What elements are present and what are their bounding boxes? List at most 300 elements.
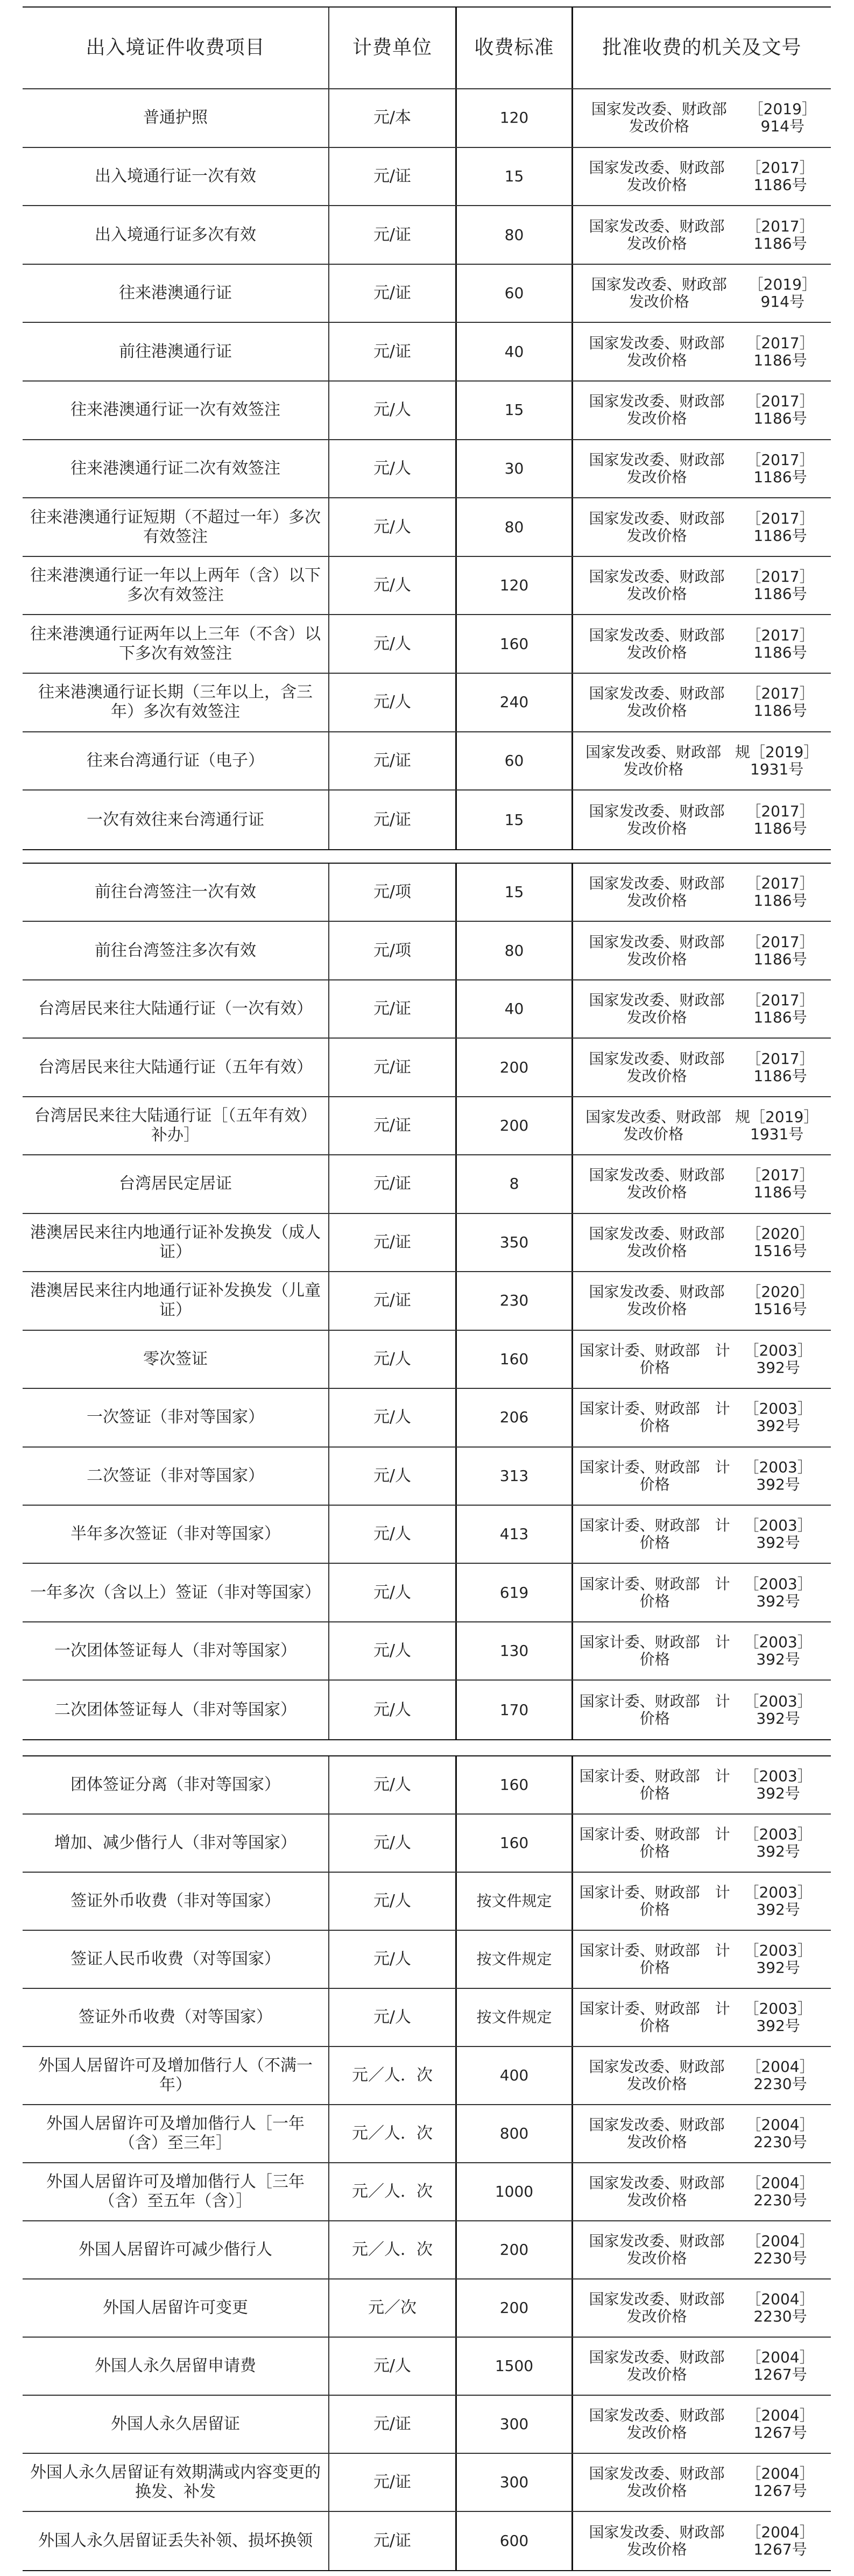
authority-line-2: ［2017］1186号	[746, 1166, 815, 1202]
fee-item-cell: 台湾居民定居证	[23, 1155, 329, 1212]
authority-line-1: 国家发改委、财政部 发改价格	[591, 100, 742, 136]
billing-unit-cell: 元／人．次	[329, 2105, 457, 2162]
approval-authority-cell	[573, 2163, 831, 2220]
approval-authority-cell	[573, 265, 831, 322]
authority-line-1: 国家计委、财政部 计价格	[579, 1692, 730, 1727]
fee-item-cell: 往来台湾通行证（电子）	[23, 732, 329, 790]
authority-line-1: 国家发改委、财政部 发改价格	[585, 743, 737, 778]
fee-item-cell: 外国人居留许可及增加偕行人（不满一年）	[23, 2047, 329, 2104]
fee-standard-cell: 80	[457, 206, 573, 264]
authority-line-2: ［2003］392号	[744, 1516, 813, 1552]
table-row	[23, 265, 831, 323]
fee-table-part-3	[23, 1755, 831, 2571]
fee-item-cell: 前往台湾签注多次有效	[23, 922, 329, 979]
table-row	[23, 1506, 831, 1564]
authority-line-2: ［2003］392号	[744, 1825, 813, 1860]
header-fee-item: 出入境证件收费项目	[23, 8, 329, 88]
fee-standard-cell: 60	[457, 265, 573, 322]
authority-line-1: 国家发改委、财政部 发改价格	[591, 276, 742, 311]
table-row	[23, 674, 831, 732]
fee-standard-cell: 160	[457, 615, 573, 673]
fee-item-cell: 港澳居民来往内地通行证补发换发（成人证）	[23, 1214, 329, 1271]
table-row	[23, 323, 831, 382]
approval-authority-cell	[573, 864, 831, 921]
fee-standard-cell: 619	[457, 1564, 573, 1621]
fee-item-cell: 往来港澳通行证二次有效签注	[23, 440, 329, 498]
authority-line-2: ［2004］1267号	[746, 2406, 815, 2441]
authority-line-2: ［2019］914号	[748, 100, 817, 136]
table-row	[23, 557, 831, 616]
billing-unit-cell: 元/人	[329, 1331, 457, 1388]
authority-line-1: 国家发改委、财政部 发改价格	[585, 1108, 737, 1144]
authority-line-1: 国家发改委、财政部 发改价格	[589, 1049, 740, 1085]
billing-unit-cell: 元/证	[329, 148, 457, 206]
authority-line-2: ［2004］1267号	[746, 2348, 815, 2383]
fee-item-cell: 往来港澳通行证一年以上两年（含）以下多次有效签注	[23, 557, 329, 615]
approval-authority-cell	[573, 440, 831, 498]
table-row	[23, 2454, 831, 2512]
table-row	[23, 980, 831, 1039]
approval-authority-cell	[573, 382, 831, 439]
fee-standard-cell: 8	[457, 1155, 573, 1212]
authority-line-2: ［2017］1186号	[746, 802, 815, 837]
approval-authority-cell	[573, 1681, 831, 1739]
fee-item-cell: 往来港澳通行证	[23, 265, 329, 322]
authority-line-1: 国家发改委、财政部 发改价格	[589, 509, 740, 545]
authority-line-1: 国家发改委、财政部 发改价格	[589, 1224, 740, 1260]
approval-authority-cell	[573, 980, 831, 1038]
approval-authority-cell	[573, 2338, 831, 2395]
table-row	[23, 2396, 831, 2454]
authority-line-1: 国家发改委、财政部 发改价格	[589, 2523, 740, 2558]
fee-standard-cell: 1500	[457, 2338, 573, 2395]
authority-line-2: ［2003］392号	[744, 1341, 813, 1377]
table-row	[23, 1564, 831, 1622]
billing-unit-cell: 元/证	[329, 265, 457, 322]
authority-line-1: 国家发改委、财政部 发改价格	[589, 2174, 740, 2209]
billing-unit-cell: 元/证	[329, 791, 457, 849]
approval-authority-cell	[573, 1873, 831, 1930]
authority-line-1: 国家计委、财政部 计价格	[579, 1516, 730, 1552]
authority-line-1: 国家发改委、财政部 发改价格	[589, 2406, 740, 2441]
authority-line-2: ［2003］392号	[744, 2000, 813, 2035]
billing-unit-cell: 元/本	[329, 89, 457, 147]
authority-line-1: 国家发改委、财政部 发改价格	[589, 2058, 740, 2093]
fee-standard-cell: 按文件规定	[457, 1873, 573, 1930]
approval-authority-cell	[573, 791, 831, 849]
fee-standard-cell: 200	[457, 1039, 573, 1096]
approval-authority-cell	[573, 148, 831, 206]
approval-authority-cell	[573, 557, 831, 615]
fee-standard-cell: 按文件规定	[457, 1989, 573, 2046]
billing-unit-cell: 元/人	[329, 1564, 457, 1621]
fee-item-cell: 一次有效往来台湾通行证	[23, 791, 329, 849]
authority-line-2: ［2020］1516号	[746, 1224, 815, 1260]
fee-item-cell: 港澳居民来往内地通行证补发换发（儿童证）	[23, 1272, 329, 1329]
fee-standard-cell: 160	[457, 1756, 573, 1813]
authority-line-1: 国家发改委、财政部 发改价格	[589, 217, 740, 252]
authority-line-1: 国家计委、财政部 计价格	[579, 1883, 730, 1918]
approval-authority-cell	[573, 1815, 831, 1872]
table-row	[23, 1448, 831, 1506]
fee-standard-cell: 120	[457, 89, 573, 147]
authority-line-2: ［2003］392号	[744, 1458, 813, 1493]
authority-line-1: 国家发改委、财政部 发改价格	[589, 334, 740, 369]
authority-line-2: ［2004］2230号	[746, 2174, 815, 2209]
authority-line-1: 国家发改委、财政部 发改价格	[589, 450, 740, 486]
authority-line-2: ［2004］1267号	[746, 2523, 815, 2558]
authority-line-1: 国家发改委、财政部 发改价格	[589, 2348, 740, 2383]
fee-item-cell: 半年多次签证（非对等国家）	[23, 1506, 329, 1563]
authority-line-1: 国家发改委、财政部 发改价格	[589, 2116, 740, 2151]
billing-unit-cell: 元／人．次	[329, 2047, 457, 2104]
authority-line-2: ［2003］392号	[744, 1575, 813, 1610]
billing-unit-cell: 元/人	[329, 1389, 457, 1446]
authority-line-1: 国家计委、财政部 计价格	[579, 1767, 730, 1802]
authority-line-2: ［2003］392号	[744, 1883, 813, 1918]
billing-unit-cell: 元/人	[329, 1873, 457, 1930]
fee-item-cell: 往来港澳通行证短期（不超过一年）多次有效签注	[23, 498, 329, 556]
authority-line-2: ［2017］1186号	[746, 933, 815, 968]
authority-line-2: ［2017］1186号	[746, 334, 815, 369]
approval-authority-cell	[573, 2512, 831, 2570]
billing-unit-cell: 元/人	[329, 1506, 457, 1563]
fee-item-cell: 台湾居民来往大陆通行证（一次有效）	[23, 980, 329, 1038]
fee-item-cell: 出入境通行证多次有效	[23, 206, 329, 264]
table-row	[23, 2163, 831, 2221]
approval-authority-cell	[573, 922, 831, 979]
authority-line-1: 国家计委、财政部 计价格	[579, 1575, 730, 1610]
authority-line-2: ［2017］1186号	[746, 392, 815, 428]
fee-standard-cell: 80	[457, 922, 573, 979]
fee-item-cell: 签证人民币收费（对等国家）	[23, 1931, 329, 1988]
billing-unit-cell: 元/人	[329, 1931, 457, 1988]
authority-line-1: 国家发改委、财政部 发改价格	[589, 874, 740, 910]
approval-authority-cell	[573, 1564, 831, 1621]
table-row	[23, 1622, 831, 1681]
authority-line-2: ［2004］2230号	[746, 2058, 815, 2093]
table-row	[23, 1931, 831, 1989]
header-billing-unit: 计费单位	[329, 8, 457, 88]
fee-standard-cell: 600	[457, 2512, 573, 2570]
approval-authority-cell	[573, 1989, 831, 2046]
billing-unit-cell: 元/人	[329, 674, 457, 731]
fee-standard-cell: 130	[457, 1622, 573, 1679]
fee-item-cell: 往来港澳通行证两年以上三年（不含）以下多次有效签注	[23, 615, 329, 673]
table-row	[23, 732, 831, 791]
fee-item-cell: 增加、减少偕行人（非对等国家）	[23, 1815, 329, 1872]
table-row	[23, 1039, 831, 1097]
authority-line-2: ［2004］2230号	[746, 2290, 815, 2325]
billing-unit-cell: 元/项	[329, 922, 457, 979]
table-row	[23, 864, 831, 922]
fee-standard-cell: 160	[457, 1331, 573, 1388]
fee-item-cell: 一次签证（非对等国家）	[23, 1389, 329, 1446]
table-row	[23, 1272, 831, 1330]
table-row	[23, 382, 831, 440]
table-row	[23, 206, 831, 265]
authority-line-1: 国家计委、财政部 计价格	[579, 1825, 730, 1860]
approval-authority-cell	[573, 2396, 831, 2453]
billing-unit-cell: 元/证	[329, 1214, 457, 1271]
fee-item-cell: 签证外币收费（对等国家）	[23, 1989, 329, 2046]
fee-table-part-2	[23, 863, 831, 1740]
table-row	[23, 1389, 831, 1447]
authority-line-1: 国家发改委、财政部 发改价格	[589, 684, 740, 720]
fee-standard-cell: 313	[457, 1448, 573, 1505]
billing-unit-cell: 元/证	[329, 206, 457, 264]
fee-item-cell: 外国人居留许可及增加偕行人［一年（含）至三年］	[23, 2105, 329, 2162]
fee-item-cell: 签证外币收费（非对等国家）	[23, 1873, 329, 1930]
authority-line-2: ［2003］392号	[744, 1767, 813, 1802]
billing-unit-cell: 元/证	[329, 732, 457, 790]
approval-authority-cell	[573, 1389, 831, 1446]
fee-standard-cell: 30	[457, 440, 573, 498]
authority-line-1: 国家发改委、财政部 发改价格	[589, 2465, 740, 2500]
authority-line-2: ［2019］914号	[748, 276, 817, 311]
billing-unit-cell: 元/证	[329, 1097, 457, 1154]
table-row	[23, 1815, 831, 1873]
approval-authority-cell	[573, 615, 831, 673]
approval-authority-cell	[573, 1214, 831, 1271]
fee-standard-cell: 300	[457, 2396, 573, 2453]
table-row	[23, 922, 831, 980]
approval-authority-cell	[573, 1331, 831, 1388]
fee-standard-cell: 200	[457, 2221, 573, 2278]
fee-item-cell: 团体签证分离（非对等国家）	[23, 1756, 329, 1813]
fee-standard-cell: 60	[457, 732, 573, 790]
fee-standard-cell: 15	[457, 148, 573, 206]
fee-standard-cell: 200	[457, 1097, 573, 1154]
fee-item-cell: 台湾居民来往大陆通行证（五年有效）	[23, 1039, 329, 1096]
authority-line-1: 国家发改委、财政部 发改价格	[589, 568, 740, 603]
table-row	[23, 1681, 831, 1739]
authority-line-2: ［2017］1186号	[746, 626, 815, 661]
approval-authority-cell	[573, 1155, 831, 1212]
fee-standard-cell: 按文件规定	[457, 1931, 573, 1988]
approval-authority-cell	[573, 732, 831, 790]
approval-authority-cell	[573, 1931, 831, 1988]
header-approval-authority: 批准收费的机关及文号	[602, 37, 802, 59]
authority-line-2: ［2017］1186号	[746, 1049, 815, 1085]
approval-authority-cell	[573, 1097, 831, 1154]
billing-unit-cell: 元/证	[329, 980, 457, 1038]
fee-item-cell: 外国人永久居留证	[23, 2396, 329, 2453]
authority-line-1: 国家计委、财政部 计价格	[579, 1400, 730, 1435]
authority-line-2: ［2003］392号	[744, 1692, 813, 1727]
table-row	[23, 2221, 831, 2279]
fee-standard-cell: 15	[457, 382, 573, 439]
authority-line-1: 国家计委、财政部 计价格	[579, 1633, 730, 1669]
fee-standard-cell: 1000	[457, 2163, 573, 2220]
authority-line-2: ［2004］2230号	[746, 2116, 815, 2151]
authority-line-1: 国家发改委、财政部 发改价格	[589, 802, 740, 837]
table-row	[23, 1873, 831, 1931]
authority-line-1: 国家发改委、财政部 发改价格	[589, 1166, 740, 1202]
billing-unit-cell: 元/人	[329, 557, 457, 615]
authority-line-2: ［2017］1186号	[746, 684, 815, 720]
authority-line-1: 国家发改委、财政部 发改价格	[589, 2290, 740, 2325]
authority-line-2: ［2004］2230号	[746, 2232, 815, 2267]
table-row	[23, 440, 831, 499]
billing-unit-cell: 元／人．次	[329, 2221, 457, 2278]
fee-item-cell: 往来港澳通行证一次有效签注	[23, 382, 329, 439]
fee-item-cell: 外国人居留许可减少偕行人	[23, 2221, 329, 2278]
fee-standard-cell: 40	[457, 980, 573, 1038]
billing-unit-cell: 元/证	[329, 2512, 457, 2570]
table-row	[23, 1097, 831, 1155]
approval-authority-cell	[573, 1272, 831, 1329]
fee-standard-cell: 413	[457, 1506, 573, 1563]
authority-line-1: 国家计委、财政部 计价格	[579, 1341, 730, 1377]
authority-line-2: ［2017］1186号	[746, 509, 815, 545]
authority-line-1: 国家计委、财政部 计价格	[579, 1458, 730, 1493]
fee-standard-cell: 800	[457, 2105, 573, 2162]
fee-item-cell: 零次签证	[23, 1331, 329, 1388]
fee-standard-cell: 400	[457, 2047, 573, 2104]
fee-standard-cell: 40	[457, 323, 573, 380]
fee-item-cell: 二次签证（非对等国家）	[23, 1448, 329, 1505]
authority-line-2: ［2003］392号	[744, 1400, 813, 1435]
billing-unit-cell: 元/人	[329, 498, 457, 556]
fee-item-cell: 二次团体签证每人（非对等国家）	[23, 1681, 329, 1739]
approval-authority-cell	[573, 2047, 831, 2104]
authority-line-2: ［2020］1516号	[746, 1283, 815, 1318]
table-row	[23, 1756, 831, 1815]
table-row	[23, 615, 831, 674]
authority-line-1: 国家发改委、财政部 发改价格	[589, 2232, 740, 2267]
fee-item-cell: 外国人永久居留证有效期满或内容变更的换发、补发	[23, 2454, 329, 2511]
approval-authority-cell	[573, 1506, 831, 1563]
table-row	[23, 2047, 831, 2105]
billing-unit-cell: 元／次	[329, 2279, 457, 2337]
billing-unit-cell: 元/人	[329, 440, 457, 498]
fee-item-cell: 前往台湾签注一次有效	[23, 864, 329, 921]
billing-unit-cell: 元/人	[329, 1989, 457, 2046]
table-row	[23, 2105, 831, 2163]
table-row	[23, 791, 831, 849]
table-row	[23, 148, 831, 207]
authority-line-2: ［2017］1186号	[746, 874, 815, 910]
billing-unit-cell: 元/人	[329, 382, 457, 439]
fee-standard-cell: 350	[457, 1214, 573, 1271]
fee-item-cell: 普通护照	[23, 89, 329, 147]
billing-unit-cell: 元/项	[329, 864, 457, 921]
fee-item-cell: 外国人永久居留申请费	[23, 2338, 329, 2395]
approval-authority-cell	[573, 1756, 831, 1813]
table-row	[23, 1155, 831, 1213]
approval-authority-cell	[573, 323, 831, 380]
authority-line-1: 国家发改委、财政部 发改价格	[589, 158, 740, 194]
billing-unit-cell: 元/人	[329, 1815, 457, 1872]
fee-standard-cell: 160	[457, 1815, 573, 1872]
billing-unit-cell: 元/证	[329, 2396, 457, 2453]
authority-line-2: 规［2019］1931号	[735, 743, 819, 778]
fee-standard-cell: 15	[457, 791, 573, 849]
fee-standard-cell: 80	[457, 498, 573, 556]
fee-item-cell: 一次团体签证每人（非对等国家）	[23, 1622, 329, 1679]
authority-line-1: 国家发改委、财政部 发改价格	[589, 1283, 740, 1318]
fee-table-part-1	[23, 6, 831, 850]
authority-line-1: 国家发改委、财政部 发改价格	[589, 626, 740, 661]
fee-standard-cell: 240	[457, 674, 573, 731]
authority-line-2: ［2017］1186号	[746, 450, 815, 486]
authority-line-2: ［2017］1186号	[746, 991, 815, 1027]
table-row	[23, 498, 831, 557]
authority-line-1: 国家计委、财政部 计价格	[579, 1942, 730, 1977]
approval-authority-cell	[573, 1448, 831, 1505]
billing-unit-cell: 元/证	[329, 323, 457, 380]
billing-unit-cell: 元/人	[329, 1622, 457, 1679]
approval-authority-cell	[573, 1622, 831, 1679]
authority-line-2: ［2017］1186号	[746, 217, 815, 252]
authority-line-2: ［2017］1186号	[746, 158, 815, 194]
table-row	[23, 2338, 831, 2396]
approval-authority-cell	[573, 2105, 831, 2162]
approval-authority-cell	[573, 2279, 831, 2337]
fee-standard-cell: 300	[457, 2454, 573, 2511]
billing-unit-cell: 元/人	[329, 2338, 457, 2395]
table-row	[23, 1989, 831, 2047]
authority-line-2: ［2003］392号	[744, 1942, 813, 1977]
billing-unit-cell: 元/人	[329, 1756, 457, 1813]
fee-item-cell: 前往港澳通行证	[23, 323, 329, 380]
billing-unit-cell: 元/证	[329, 2454, 457, 2511]
fee-item-cell: 外国人居留许可变更	[23, 2279, 329, 2337]
approval-authority-cell	[573, 2221, 831, 2278]
table-row	[23, 2512, 831, 2570]
authority-line-1: 国家计委、财政部 计价格	[579, 2000, 730, 2035]
authority-line-2: ［2003］392号	[744, 1633, 813, 1669]
fee-standard-cell: 230	[457, 1272, 573, 1329]
fee-item-cell: 一年多次（含以上）签证（非对等国家）	[23, 1564, 329, 1621]
authority-line-1: 国家发改委、财政部 发改价格	[589, 933, 740, 968]
fee-standard-cell: 200	[457, 2279, 573, 2337]
billing-unit-cell: 元/证	[329, 1155, 457, 1212]
table-header-row	[23, 8, 831, 89]
authority-line-2: 规［2019］1931号	[735, 1108, 819, 1144]
approval-authority-cell	[573, 1039, 831, 1096]
approval-authority-cell	[573, 89, 831, 147]
fee-standard-cell: 120	[457, 557, 573, 615]
approval-authority-cell	[573, 498, 831, 556]
billing-unit-cell: 元/人	[329, 1448, 457, 1505]
table-row	[23, 1214, 831, 1272]
fee-standard-cell: 15	[457, 864, 573, 921]
fee-item-cell: 外国人永久居留证丢失补领、损坏换领	[23, 2512, 329, 2570]
approval-authority-cell	[573, 2454, 831, 2511]
table-row	[23, 89, 831, 148]
approval-authority-cell	[573, 674, 831, 731]
authority-line-1: 国家发改委、财政部 发改价格	[589, 991, 740, 1027]
billing-unit-cell: 元/证	[329, 1272, 457, 1329]
approval-authority-cell	[573, 206, 831, 264]
fee-item-cell: 外国人居留许可及增加偕行人［三年（含）至五年（含）］	[23, 2163, 329, 2220]
authority-line-2: ［2017］1186号	[746, 568, 815, 603]
authority-line-2: ［2004］1267号	[746, 2465, 815, 2500]
fee-item-cell: 往来港澳通行证长期（三年以上，含三年）多次有效签注	[23, 674, 329, 731]
billing-unit-cell: 元/证	[329, 1039, 457, 1096]
fee-standard-cell: 170	[457, 1681, 573, 1739]
billing-unit-cell: 元／人．次	[329, 2163, 457, 2220]
header-fee-standard: 收费标准	[457, 8, 573, 88]
billing-unit-cell: 元/人	[329, 615, 457, 673]
fee-item-cell: 台湾居民来往大陆通行证［（五年有效）补办］	[23, 1097, 329, 1154]
fee-standard-cell: 206	[457, 1389, 573, 1446]
billing-unit-cell: 元/人	[329, 1681, 457, 1739]
authority-line-1: 国家发改委、财政部 发改价格	[589, 392, 740, 428]
table-row	[23, 2279, 831, 2338]
